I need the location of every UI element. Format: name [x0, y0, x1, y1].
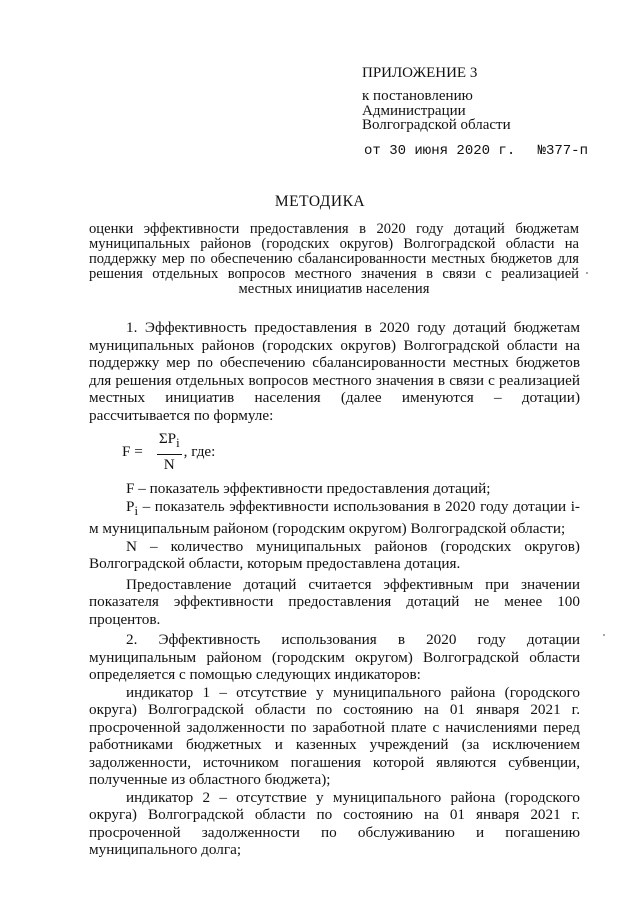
reference-line: к постановлению: [362, 88, 473, 104]
document-subtitle: оценки эффективности предоставления в 2020 году дотаций бюджетам муниципальных районов (городских округов) Волгоградской области на поддержку мер по обеспечению сбалансированности местных бюджетов для решения отдельных вопросов местного значения в связи с реализацией местных инициатив населения: [89, 221, 579, 297]
resolution-reference: [362, 89, 511, 133]
indicator-2: индикатор 2 – отсутствие у муниципального района (городского округа) Волгоградской области по состоянию на 01 января 2021 г. просроченной задолженности по обслуживанию и погашению муниципального долга;: [89, 788, 580, 859]
definition-p-symbol: P: [126, 497, 135, 515]
formula-fraction: [157, 430, 182, 473]
scan-mark: [586, 272, 588, 274]
appendix-heading: ПРИЛОЖЕНИЕ 3: [362, 65, 478, 81]
formula-numerator: [157, 430, 182, 455]
formula-tail: , где:: [183, 443, 216, 461]
reference-line: Волгоградской области: [362, 117, 511, 133]
paragraph-1: 1. Эффективность предоставления в 2020 году дотаций бюджетам муниципальных районов (городских округов) Волгоградской области на поддержку мер по обеспечению сбалансированности местных бюджетов для решения отдельных вопросов местного значения в связи с реализацией местных инициатив населения (далее именуются – дотации) рассчитывается по формуле:: [89, 319, 580, 424]
formula-denominator: N: [163, 456, 175, 474]
definition-f: F – показатель эффективности предоставления дотаций;: [126, 480, 491, 497]
paragraph-2: 2. Эффективность использования в 2020 году дотации муниципальным районом (городским округом) Волгоградской области определяется с помощью следующих индикаторов:: [89, 631, 580, 684]
formula-lhs: F =: [122, 443, 143, 461]
scan-mark: [603, 634, 605, 636]
resolution-date: от 30 июня 2020 г.: [364, 143, 516, 159]
indicator-1: индикатор 1 – отсутствие у муниципального района (городского округа) Волгоградской области по состоянию на 01 января 2021 г. просроченной задолженности по заработной плате с начислениями перед работниками бюджетных и казенных учреждений (за исключением задолженности, источником погашения которой являются субвенции, полученные из областного бюджета);: [89, 683, 580, 789]
formula-subscript: i: [176, 436, 180, 451]
document-body: [89, 319, 580, 859]
reference-line: Администрации: [362, 102, 466, 119]
paragraph-effective: Предоставление дотаций считается эффективным при значении показателя эффективности предоставления дотаций не менее 100 процентов.: [89, 575, 580, 628]
definition-p: [89, 498, 580, 538]
resolution-number: №377-п: [537, 143, 588, 159]
definition-p-subscript: i: [134, 503, 138, 518]
document-title: МЕТОДИКА: [274, 193, 366, 210]
definition-n: N – количество муниципальных районов (городских округов) Волгоградской области, которым предоставлена дотация.: [89, 537, 580, 573]
efficiency-formula: [89, 424, 580, 480]
resolution-date-line: [364, 143, 588, 159]
definition-p-text: – показатель эффективности использования в 2020 году дотации i-м муниципальным районом (городским округом) Волгоградской области;: [89, 497, 580, 538]
formula-numerator-text: ΣP: [158, 430, 177, 448]
